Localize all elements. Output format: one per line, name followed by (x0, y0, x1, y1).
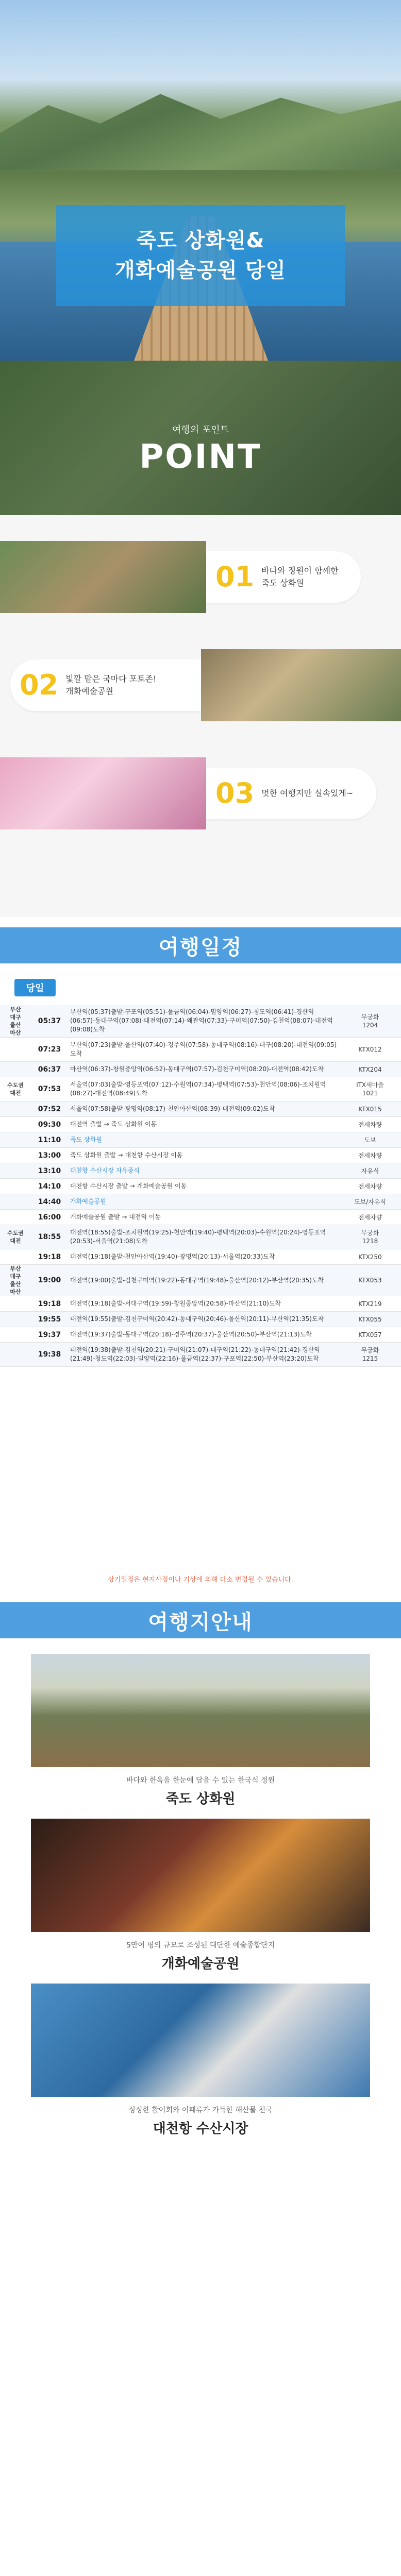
schedule-row (0, 1343, 401, 1367)
schedule-time: 19:00 (38, 1276, 61, 1284)
schedule-region: 부산 대구 울산 마산 (10, 1265, 21, 1295)
schedule-transport: KTX012 (358, 1046, 382, 1053)
schedule-desc: 대전역 출발 → 죽도 상화원 이동 (70, 1121, 157, 1128)
schedule-time: 13:00 (38, 1151, 61, 1160)
hero-banner (0, 0, 401, 361)
point-text-2b: 개화예술공원 (65, 686, 113, 696)
schedule-region (0, 1179, 31, 1194)
schedule-transport: 도보 (364, 1136, 376, 1144)
point-card-1 (206, 551, 361, 603)
schedule-time: 13:10 (38, 1166, 61, 1175)
schedule-desc: 대전역(19:18)출발-서대구역(19:59)-창원중앙역(20:58)-마산역(21:10)도착 (70, 1300, 281, 1307)
schedule-region: 수도권 대전 (7, 1082, 24, 1096)
tour-desc-1: 바다와 한옥을 한눈에 담을 수 있는 한국식 정원 (126, 1776, 275, 1785)
schedule-desc: 서울역(07:58)출발-광명역(08:17)-천안아산역(08:39)-대전역(09:02)도착 (70, 1105, 275, 1112)
schedule-transport: KTX250 (358, 1253, 382, 1261)
point-photo-1 (0, 541, 206, 613)
schedule-row (0, 1194, 401, 1210)
point-header (0, 361, 401, 515)
point-row-3 (0, 757, 401, 829)
schedule-desc: 대천항 수산시장 자유중식 (70, 1167, 140, 1174)
tour-name-3: 대천항 수산시장 (153, 2121, 248, 2137)
tour-photo-sanghwawon (31, 1654, 370, 1767)
tour-desc-2: 5만여 평의 규모로 조성된 대단한 예술종합단지 (126, 1941, 275, 1950)
point-text-1b: 죽도 상화원 (261, 578, 304, 588)
schedule-transport: 무궁화 1204 (361, 1013, 379, 1029)
schedule-transport: 무궁화 1218 (361, 1229, 379, 1245)
schedule-region (0, 1132, 31, 1147)
schedule-desc: 부산역(07:23)출발-울산역(07:40)-경주역(07:58)-동대구역(08:16)-대구(08:20)-대전역(09:05)도착 (70, 1041, 337, 1057)
schedule-row (0, 1117, 401, 1132)
schedule-time: 07:23 (38, 1045, 61, 1054)
tour-photo-daecheon (31, 1984, 370, 2097)
day-badge: 당일 (14, 979, 56, 996)
schedule-region (0, 1327, 31, 1342)
tour-caption-3 (0, 2105, 401, 2137)
schedule-region (0, 1343, 31, 1366)
schedule-time: 19:18 (38, 1299, 61, 1308)
point-text-2a: 빛깔 맡은 국마다 포토존! (65, 674, 157, 684)
schedule-transport: 전세차량 (358, 1121, 382, 1128)
schedule-region: 수도권 대전 (7, 1230, 24, 1244)
schedule-time: 06:37 (38, 1065, 61, 1074)
schedule-desc: 대천항 수산시장 출발 → 개화예술공원 이동 (70, 1182, 187, 1190)
schedule-transport: KTX057 (358, 1331, 382, 1338)
schedule-transport: 도보/자유식 (354, 1198, 386, 1206)
point-photo-2 (201, 649, 401, 721)
schedule-desc: 개화예술공원 출발 → 대전역 이동 (70, 1213, 161, 1221)
tour-title: 여행지안내 (0, 1602, 401, 1638)
schedule-time: 16:00 (38, 1213, 61, 1222)
schedule-row (0, 1249, 401, 1265)
schedule-time: 07:52 (38, 1105, 61, 1113)
point-num-3: 03 (215, 777, 255, 809)
schedule-region (0, 1062, 31, 1077)
tour-caption-1 (0, 1775, 401, 1807)
schedule-transport: 자유식 (361, 1167, 379, 1175)
schedule-time: 19:55 (38, 1315, 61, 1324)
schedule-time: 07:53 (38, 1085, 61, 1093)
schedule-row (0, 1296, 401, 1312)
schedule-region: 부산 대구 울산 마산 (10, 1006, 21, 1036)
schedule-time: 14:10 (38, 1182, 61, 1191)
schedule-desc: 죽도 상화원 (70, 1136, 102, 1143)
schedule-row (0, 1132, 401, 1148)
schedule-region (0, 1163, 31, 1178)
point-heading: POINT (139, 438, 262, 476)
schedule-desc: 대전역(19:37)출발-동대구역(20:18)-경주역(20:37)-울산역(20:50)-부산역(21:13)도착 (70, 1331, 312, 1338)
schedule-transport: 전세차량 (358, 1182, 382, 1190)
tour-photo-gaehwa (31, 1819, 370, 1932)
point-card-2 (10, 659, 201, 711)
schedule-transport: KTX219 (358, 1300, 382, 1308)
schedule-table (0, 1005, 401, 1367)
point-num-1: 01 (215, 561, 255, 593)
schedule-row (0, 1101, 401, 1117)
schedule-transport: 무궁화 1215 (361, 1347, 379, 1362)
hero-title-line1: 죽도 상화원& (136, 229, 265, 252)
schedule-row (0, 1179, 401, 1194)
tour-desc-3: 싱싱한 활어회와 어패류가 가득한 해산물 천국 (128, 2106, 273, 2114)
hero-title-line2: 개화예술공원 당일 (114, 259, 287, 282)
schedule-desc: 개화예술공원 (70, 1198, 106, 1205)
schedule-desc: 대전역(19:55)출발-김천구미역(20:42)-동대구역(20:46)-울산역(20:11)-부산역(21:35)도착 (70, 1315, 324, 1323)
schedule-time: 11:10 (38, 1136, 61, 1144)
schedule-region (0, 1117, 31, 1132)
schedule-time: 14:40 (38, 1197, 61, 1206)
schedule-row (0, 1038, 401, 1062)
schedule-row (0, 1148, 401, 1163)
schedule-time: 18:55 (38, 1233, 61, 1241)
schedule-region (0, 1194, 31, 1209)
point-card-3 (206, 768, 376, 819)
schedule-region (0, 1210, 31, 1225)
schedule-time: 09:30 (38, 1120, 61, 1129)
schedule-region (0, 1038, 31, 1061)
tour-name-2: 개화예술공원 (161, 1956, 240, 1972)
schedule-desc: 대전역(19:00)출발-김천구미역(19:22)-동대구역(19:48)-울산역(20:12)-부산역(20:35)도착 (70, 1276, 324, 1284)
point-photo-3 (0, 757, 206, 829)
point-num-2: 02 (20, 669, 59, 701)
schedule-region (0, 1101, 31, 1116)
schedule-desc: 서울역(07:03)출발-영등포역(07:12)-수원역(07:34)-평택역(07:53)-천안역(08:06)-조치원역(08:27)-대전역(08:49)도착 (70, 1081, 326, 1097)
schedule-region (0, 1148, 31, 1163)
schedule-row (0, 1062, 401, 1077)
schedule-row (0, 1077, 401, 1101)
schedule-transport: KTX015 (358, 1105, 382, 1113)
point-section (0, 361, 401, 917)
hero-title-box (56, 205, 345, 306)
schedule-region (0, 1312, 31, 1327)
schedule-time: 05:37 (38, 1016, 61, 1025)
hero-mountains (0, 77, 401, 170)
schedule-transport: ITX새마을 1021 (356, 1081, 384, 1097)
schedule-row (0, 1265, 401, 1296)
schedule-desc: 대전역(19:18)출발-천안아산역(19:40)-광명역(20:13)-서울역(20:33)도착 (70, 1253, 275, 1260)
schedule-transport: KTX055 (358, 1315, 382, 1323)
schedule-desc: 부산역(05:37)출발-구포역(05:51)-물금역(06:04)-밀양역(06:27)-청도역(06:41)-경산역(06:57)-동대구역(07:08)-대전역(07:14)-왜관역(07:33)-구미역(07:50)-김천역(08:07)-대전역(09:08)도착 (70, 1008, 333, 1033)
schedule-row (0, 1210, 401, 1225)
schedule-transport: KTX053 (358, 1277, 382, 1284)
schedule-region (0, 1249, 31, 1264)
schedule-desc: 죽도 상화원 출발 → 대천항 수산시장 이동 (70, 1151, 183, 1159)
schedule-desc: 마산역(06:37)-창원중앙역(06:52)-동대구역(07:57)-김천구미역(08:20)-대전역(08:42)도착 (70, 1065, 324, 1073)
schedule-region (0, 1296, 31, 1311)
schedule-row (0, 1312, 401, 1327)
schedule-time: 19:37 (38, 1330, 61, 1339)
schedule-note: 상기일정은 현지사정이나 기상에 의해 다소 변경될 수 있습니다. (108, 1576, 293, 1584)
schedule-transport: 전세차량 (358, 1213, 382, 1221)
tour-caption-2 (0, 1940, 401, 1972)
schedule-time: 19:18 (38, 1252, 61, 1261)
schedule-row (0, 1225, 401, 1249)
schedule-title: 여행일정 (0, 927, 401, 963)
point-row-2 (0, 649, 401, 721)
point-text-1a: 바다와 정원이 함께한 (261, 566, 339, 575)
schedule-desc: 대전역(19:38)출발-김천역(20:21)-구미역(21:07)-대구역(21:22)-동대구역(21:42)-경산역(21:49)-청도역(22:03)-밀양역(22:16)-물금역(22:37)-구포역(22:50)-부산역(23:20)도착 (70, 1346, 320, 1362)
schedule-row (0, 1005, 401, 1038)
point-subtitle: 여행의 포인트 (172, 425, 229, 435)
schedule-desc: 대전역(18:55)출발-조치원역(19:25)-천안역(19:40)-평택역(20:03)-수원역(20:24)-영등포역(20:53)-서울역(21:08)도착 (70, 1229, 326, 1245)
schedule-row (0, 1163, 401, 1179)
schedule-row (0, 1327, 401, 1343)
tour-name-1: 죽도 상화원 (165, 1791, 236, 1807)
point-text-3a: 멋한 여행지만 실속있게~ (261, 788, 354, 798)
schedule-time: 19:38 (38, 1350, 61, 1359)
schedule-transport: KTX204 (358, 1065, 382, 1073)
point-row-1 (0, 541, 401, 613)
schedule-transport: 전세차량 (358, 1151, 382, 1159)
